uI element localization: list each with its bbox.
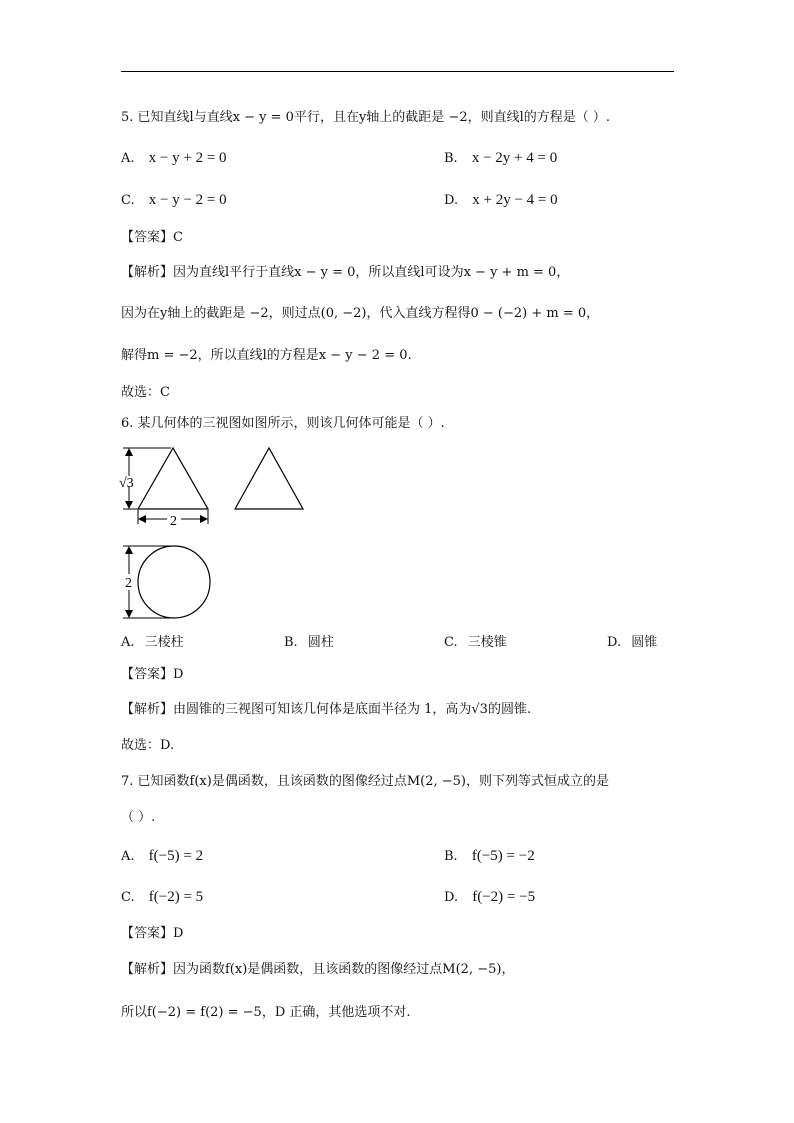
header-rule xyxy=(121,71,674,72)
option-expr: f(−5) = −2 xyxy=(471,848,535,864)
option-label: B. xyxy=(284,635,298,650)
q6-option-a[interactable] xyxy=(121,633,184,653)
front-triangle xyxy=(138,448,208,509)
q6-analysis: 【解析】由圆锥的三视图可知该几何体是底面半径为 1，高为√3的圆锥. xyxy=(121,702,532,717)
option-expr: x + 2y − 4 = 0 xyxy=(472,192,558,208)
q5-option-b[interactable] xyxy=(444,148,557,169)
q6-option-d[interactable] xyxy=(607,633,657,653)
q7-analysis-line-1: 【解析】因为函数f(x)是偶函数，且该函数的图像经过点M(2, −5)， xyxy=(121,962,515,977)
q6-top-view xyxy=(115,542,215,622)
height-label: √3 xyxy=(119,476,134,491)
option-expr: x − y − 2 = 0 xyxy=(148,192,227,208)
q7-option-a[interactable] xyxy=(121,846,203,867)
q7-analysis-line-2: 所以f(−2) = f(2) = −5，D 正确，其他选项不对. xyxy=(121,1005,411,1020)
q7-stem: 7. 已知函数f(x)是偶函数，且该函数的图像经过点M(2, −5)，则下列等式恒成立的是 xyxy=(121,774,609,789)
q5-option-a[interactable] xyxy=(121,148,227,169)
option-label: C. xyxy=(444,635,458,650)
q7-option-c[interactable] xyxy=(121,887,203,908)
option-text: 三棱柱 xyxy=(144,635,184,650)
option-expr: f(−2) = −5 xyxy=(472,889,536,905)
q6-front-view xyxy=(115,436,225,528)
side-triangle xyxy=(235,448,303,509)
q6-option-c[interactable] xyxy=(444,633,507,653)
q6-option-b[interactable] xyxy=(284,633,334,653)
q5-option-d[interactable] xyxy=(444,190,558,211)
option-label: C. xyxy=(121,193,135,208)
q7-answer: 【答案】D xyxy=(121,926,184,941)
diameter-label: 2 xyxy=(125,576,132,591)
q5-analysis-line-2: 因为在y轴上的截距是 −2，则过点(0, −2)，代入直线方程得0 − (−2) + m = 0， xyxy=(121,306,600,321)
width-label: 2 xyxy=(170,514,177,528)
q6-side-view xyxy=(232,445,308,513)
q5-analysis-line-1: 【解析】因为直线l平行于直线x − y = 0，所以直线l可设为x − y + m = 0， xyxy=(121,265,570,280)
option-label: D. xyxy=(607,635,622,650)
option-label: B. xyxy=(444,849,458,864)
q6-stem: 6. 某几何体的三视图如图所示，则该几何体可能是（ ）. xyxy=(121,416,445,431)
q5-answer: 【答案】C xyxy=(121,230,183,245)
option-label: A. xyxy=(121,635,135,650)
option-label: B. xyxy=(444,151,458,166)
option-expr: x − y + 2 = 0 xyxy=(148,150,227,166)
option-label: A. xyxy=(121,151,135,166)
option-text: 圆柱 xyxy=(307,635,334,650)
q5-option-c[interactable] xyxy=(121,190,227,211)
option-expr: f(−2) = 5 xyxy=(148,889,204,905)
q7-option-b[interactable] xyxy=(444,846,535,867)
top-circle xyxy=(138,546,210,618)
option-label: D. xyxy=(444,890,459,905)
q5-analysis-line-3: 解得m = −2，所以直线l的方程是x − y − 2 = 0. xyxy=(121,348,412,363)
option-expr: x − 2y + 4 = 0 xyxy=(471,150,558,166)
q5-stem: 5. 已知直线l与直线x − y = 0平行，且在y轴上的截距是 −2，则直线l的方程是（ ）. xyxy=(121,110,611,125)
q5-choice: 故选：C xyxy=(121,385,170,400)
option-label: D. xyxy=(444,193,459,208)
option-label: C. xyxy=(121,890,135,905)
option-label: A. xyxy=(121,849,135,864)
q6-choice: 故选：D. xyxy=(121,738,175,753)
q7-stem-cont: （ ）. xyxy=(121,810,156,825)
option-text: 圆锥 xyxy=(631,635,658,650)
option-text: 三棱锥 xyxy=(467,635,507,650)
q7-option-d[interactable] xyxy=(444,887,535,908)
q6-answer: 【答案】D xyxy=(121,667,184,682)
option-expr: f(−5) = 2 xyxy=(148,848,204,864)
